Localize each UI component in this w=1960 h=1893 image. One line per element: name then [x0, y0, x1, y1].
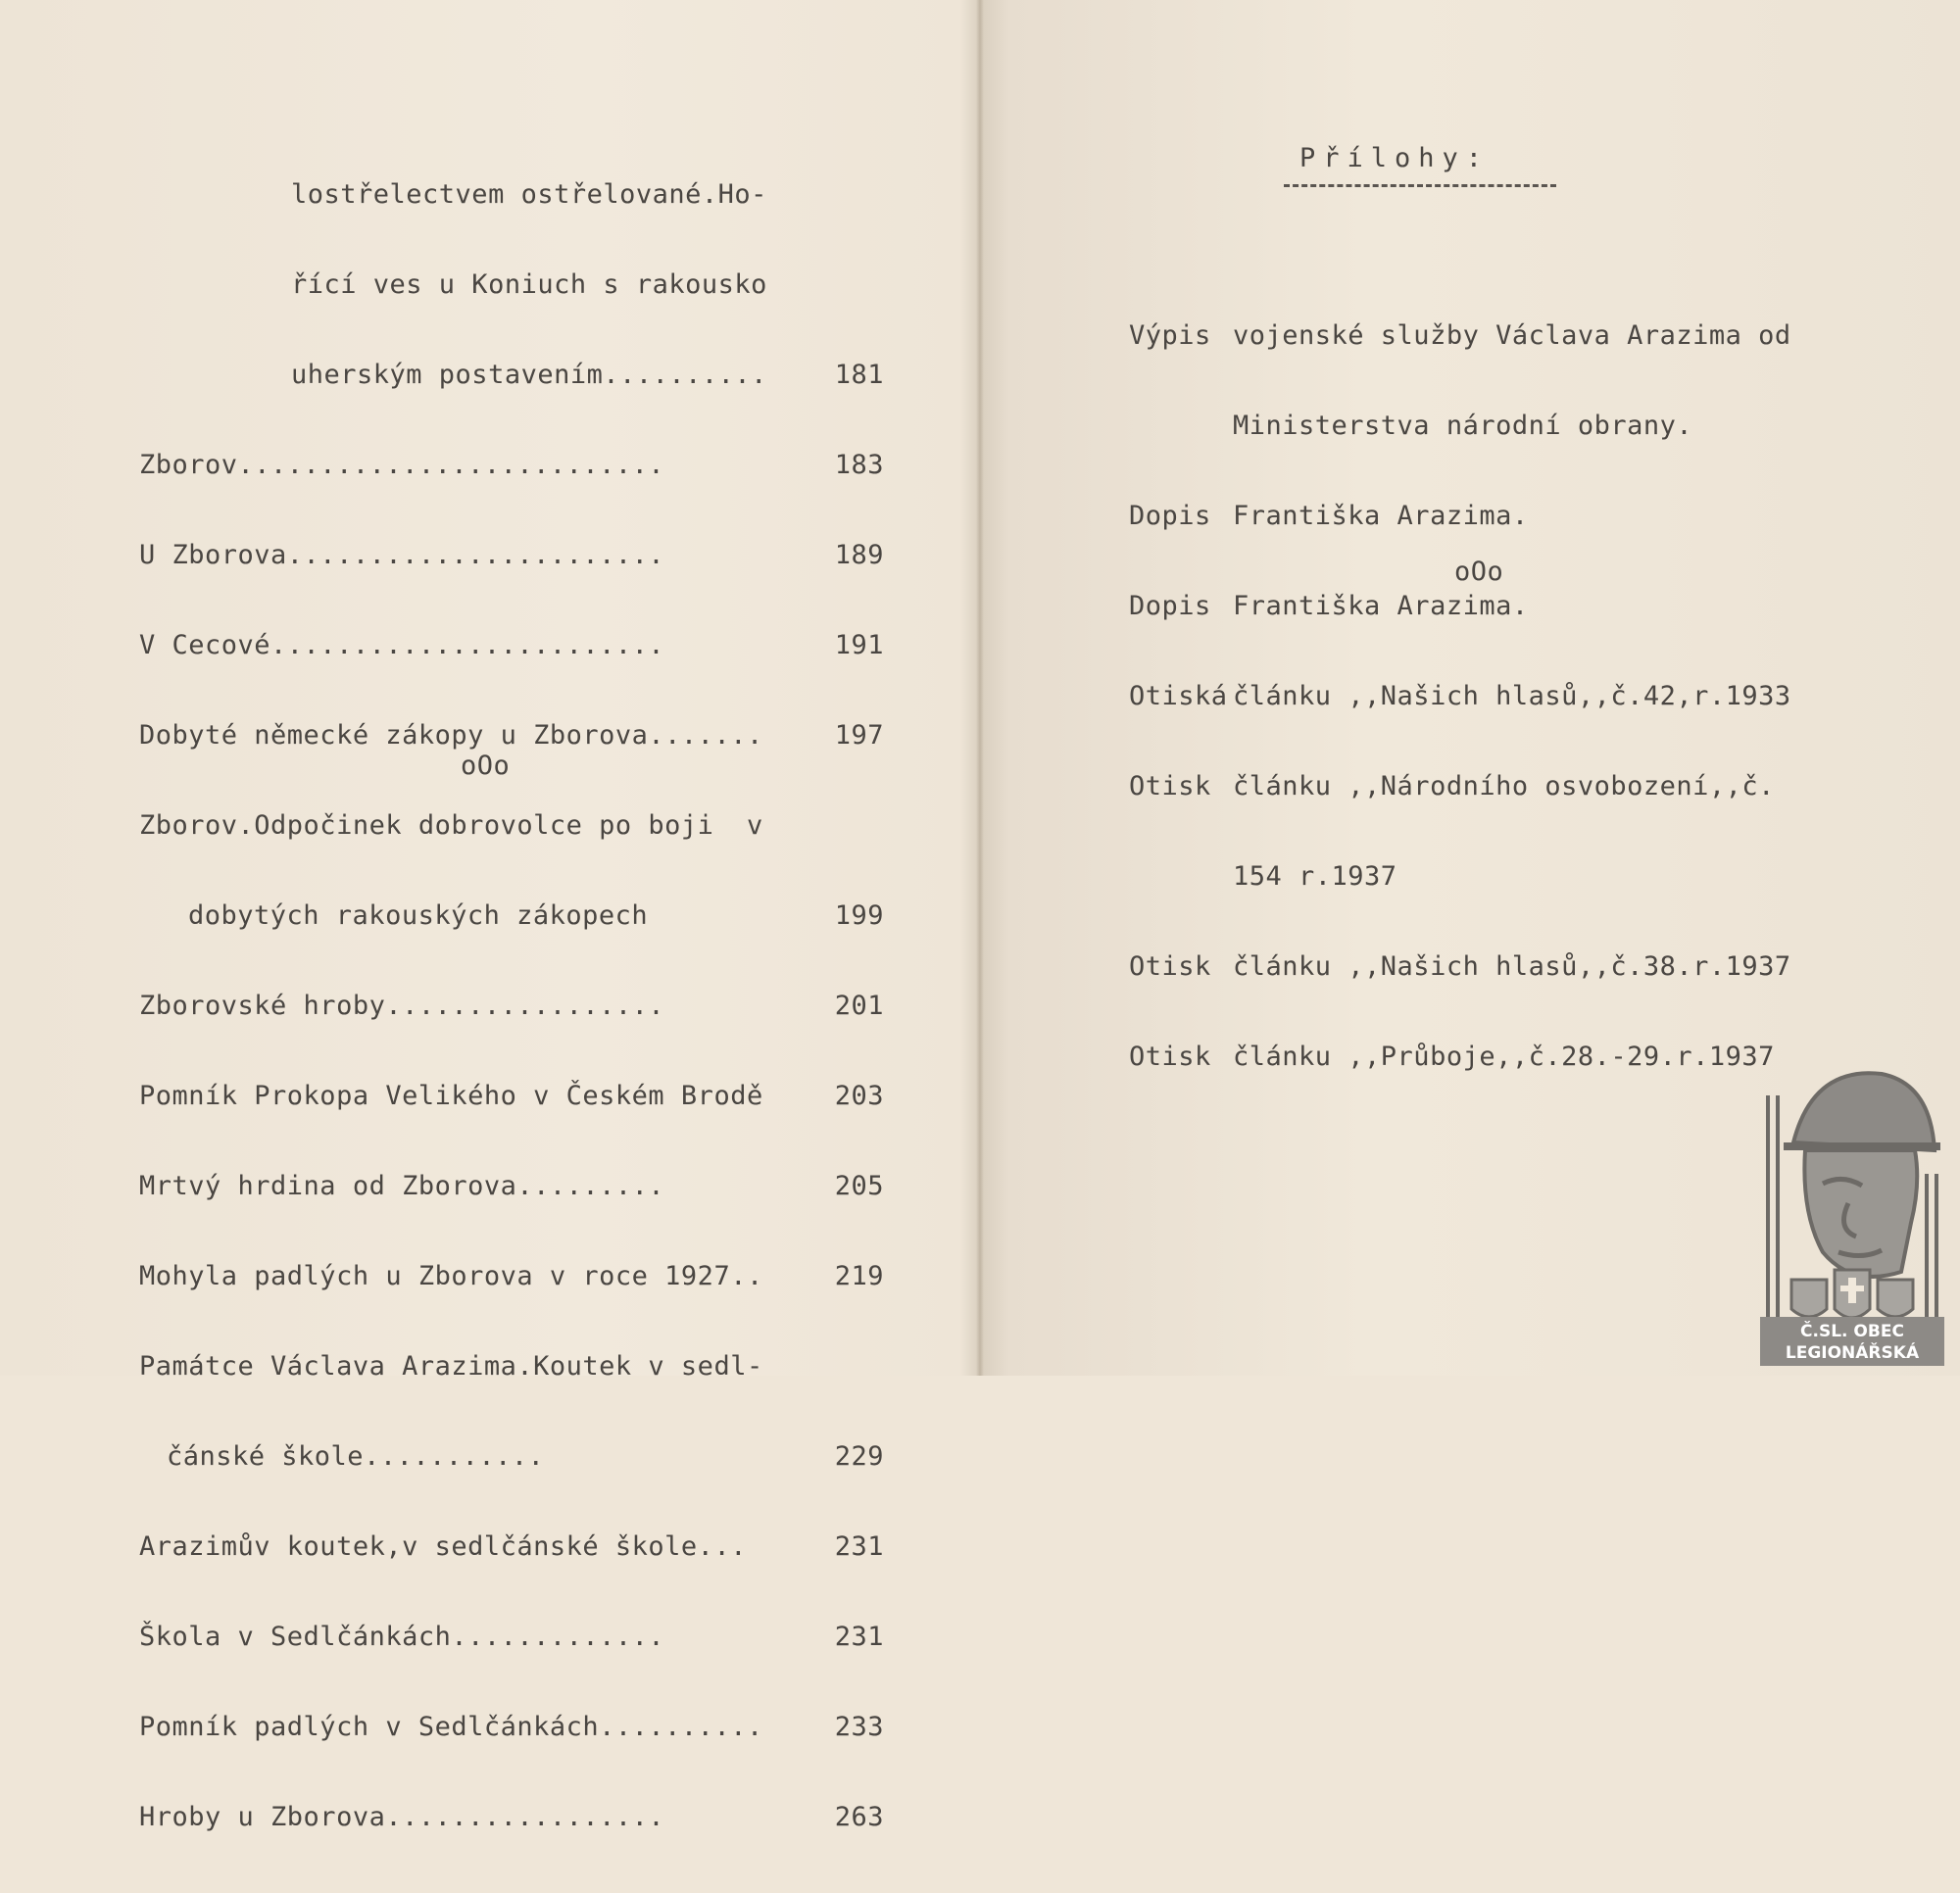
toc-page-number: 231	[834, 1531, 884, 1562]
end-mark: oOo	[1454, 557, 1504, 587]
toc-entry-text: Hroby u Zborova.................	[139, 1802, 665, 1832]
toc-row	[139, 1352, 884, 1382]
toc-entry-text: Dobyté německé zákopy u Zborova.......	[139, 720, 763, 751]
page-title: Přílohy:	[1299, 143, 1491, 173]
list-item	[1129, 682, 1835, 711]
toc-entry-text: Škola v Sedlčánkách.............	[139, 1622, 665, 1652]
toc-page-number: 263	[834, 1802, 884, 1832]
title-underline	[1284, 184, 1556, 187]
toc-page-number: 203	[834, 1081, 884, 1111]
toc-page-number: 189	[834, 540, 884, 570]
toc-row	[139, 1532, 884, 1562]
svg-text:LEGIONÁŘSKÁ: LEGIONÁŘSKÁ	[1785, 1343, 1920, 1363]
list-item	[1129, 321, 1835, 351]
list-item-continuation	[1129, 862, 1835, 892]
toc-row	[139, 1442, 884, 1472]
toc-page-number: 191	[834, 630, 884, 660]
toc-entry-text: V Cecové........................	[139, 630, 665, 660]
toc-entry-text: dobytých rakouských zákopech	[188, 900, 649, 931]
toc-entry-text: řící ves u Koniuch s rakousko	[291, 269, 767, 300]
toc-page-number: 233	[834, 1712, 884, 1742]
item-label: Otisk	[1129, 951, 1211, 982]
toc-entry-text: Arazimův koutek,v sedlčánské škole...	[139, 1531, 747, 1562]
item-text: článku ,,Našich hlasů,,č.42,r.1933	[1233, 681, 1791, 711]
appendix-list	[1129, 261, 1835, 1133]
toc-row	[139, 1172, 884, 1201]
item-text: Františka Arazima.	[1233, 501, 1529, 531]
end-mark: oOo	[461, 751, 511, 781]
toc-row	[139, 1803, 884, 1832]
toc-entry-text: Zborov..........................	[139, 450, 665, 480]
item-label: Dopis	[1129, 591, 1211, 621]
toc-page-number: 229	[834, 1441, 884, 1472]
toc-page-number: 201	[834, 991, 884, 1021]
item-continuation: 154 r.1937	[1233, 861, 1397, 892]
toc-entry-text: Zborovské hroby.................	[139, 991, 665, 1021]
list-item	[1129, 952, 1835, 982]
item-label: Otisk	[1129, 1042, 1211, 1072]
list-item-continuation	[1129, 412, 1835, 441]
list-item	[1129, 772, 1835, 801]
item-label: Otiská	[1129, 681, 1228, 711]
toc-row	[139, 992, 884, 1021]
list-item	[1129, 1043, 1835, 1072]
toc-row	[139, 1623, 884, 1652]
item-label: Výpis	[1129, 320, 1211, 351]
item-text: vojenské služby Václava Arazima od	[1233, 320, 1791, 351]
toc-entry-text: Pomník Prokopa Velikého v Českém Brodě	[139, 1081, 763, 1111]
toc-entry-text: Pomník padlých v Sedlčánkách..........	[139, 1712, 763, 1742]
toc-entry-text: čánské škole...........	[167, 1441, 545, 1472]
item-label: Dopis	[1129, 501, 1211, 531]
toc-entry-text: Mohyla padlých u Zborova v roce 1927..	[139, 1261, 763, 1291]
item-label: Otisk	[1129, 771, 1211, 801]
item-text: článku ,,Našich hlasů,,č.38.r.1937	[1233, 951, 1791, 982]
toc-row	[139, 541, 884, 570]
toc-row	[139, 180, 884, 210]
toc-entry-text: U Zborova.......................	[139, 540, 665, 570]
toc-row	[139, 1082, 884, 1111]
toc-page-number: 205	[834, 1171, 884, 1201]
toc-row	[139, 451, 884, 480]
item-text: článku ,,Průboje,,č.28.-29.r.1937	[1233, 1042, 1775, 1072]
soldier-emblem-icon	[1754, 1056, 1950, 1368]
toc-row	[139, 901, 884, 931]
table-of-contents	[139, 120, 884, 1893]
toc-entry-text: Zborov.Odpočinek dobrovolce po boji v	[139, 810, 763, 841]
toc-page-number: 231	[834, 1622, 884, 1652]
toc-entry-text: Mrtvý hrdina od Zborova.........	[139, 1171, 665, 1201]
toc-page-number: 181	[834, 360, 884, 390]
legion-logo	[1754, 1056, 1950, 1368]
toc-row	[139, 631, 884, 660]
list-item	[1129, 592, 1835, 621]
toc-row	[139, 721, 884, 751]
toc-row	[139, 1262, 884, 1291]
toc-row	[139, 361, 884, 390]
toc-page-number: 183	[834, 450, 884, 480]
toc-page-number: 219	[834, 1261, 884, 1291]
toc-entry-text: Památce Václava Arazima.Koutek v sedl-	[139, 1351, 763, 1382]
item-text: článku ,,Národního osvobození,,č.	[1233, 771, 1775, 801]
toc-row	[139, 811, 884, 841]
list-item	[1129, 502, 1835, 531]
toc-page-number: 197	[834, 720, 884, 751]
page-fold	[976, 0, 984, 1376]
item-text: Františka Arazima.	[1233, 591, 1529, 621]
toc-row	[139, 1713, 884, 1742]
toc-row	[139, 270, 884, 300]
item-continuation: Ministerstva národní obrany.	[1233, 411, 1693, 441]
toc-page-number: 199	[834, 900, 884, 931]
svg-text:Č.SL. OBEC: Č.SL. OBEC	[1800, 1322, 1904, 1341]
toc-entry-text: uherským postavením..........	[291, 360, 767, 390]
left-page	[0, 0, 976, 1832]
toc-entry-text: lostřelectvem ostřelované.Ho-	[291, 179, 767, 210]
